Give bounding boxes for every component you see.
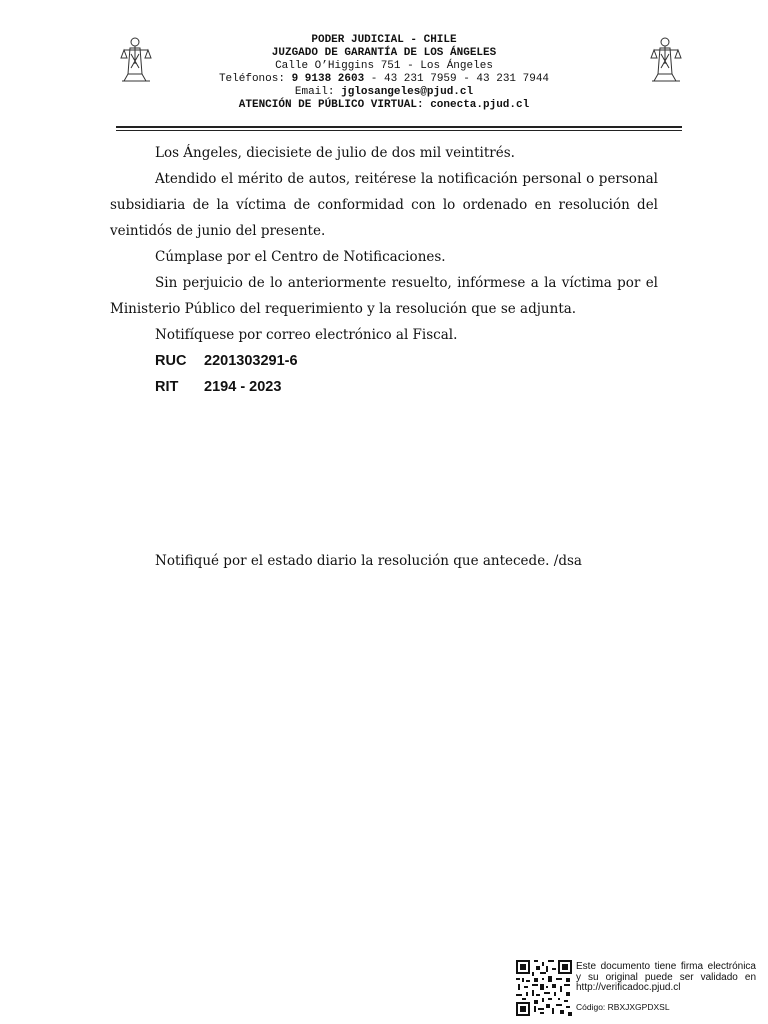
qr-code-icon[interactable] [516,960,572,1016]
verification-code: Código: RBXJXGPDXSL [576,1001,670,1012]
header-divider-thin [116,130,682,131]
rit-value: 2194 - 2023 [204,379,282,395]
resolution-body [110,140,658,400]
header-email [0,86,768,99]
paragraph-comply: Cúmplase por el Centro de Notificaciones. [155,249,446,265]
court-header [0,34,768,112]
rit-line [110,374,658,400]
header-court-name: JUZGADO DE GARANTÍA DE LOS ÁNGELES [271,47,497,59]
ruc-label: RUC [155,353,187,369]
header-institution: PODER JUDICIAL - CHILE [311,34,457,46]
header-address: Calle O’Higgins 751 - Los Ángeles [275,60,493,72]
ruc-line [110,348,658,374]
ruc-value: 2201303291-6 [204,353,298,369]
verification-text: Este documento tiene firma electrónica y su original puede ser validado en http://verificadoc.pjud.cl [576,961,756,993]
email-label: Email: [294,86,342,98]
header-virtual-attention: ATENCIÓN DE PÚBLICO VIRTUAL: conecta.pjud.cl [238,99,530,111]
phone-main: 9 9138 2603 [291,73,365,85]
header-phones [0,73,768,86]
paragraph-notify-fiscal: Notifíquese por correo electrónico al Fiscal. [155,327,458,343]
rit-label: RIT [155,379,179,395]
date-line: Los Ángeles, diecisiete de julio de dos mil veintitrés. [155,145,515,161]
phones-rest: - 43 231 7959 - 43 231 7944 [364,73,550,85]
email-value: jglosangeles@pjud.cl [341,86,474,98]
paragraph-reiterate-notification: Atendido el mérito de autos, reitérese la notificación personal o personal subsidiaria de la víctima de conformidad con lo ordenado en resolución del veintidós de junio del presente. [110,171,658,239]
signature-verification-note [576,962,756,1012]
notification-statement: Notifiqué por el estado diario la resolución que antecede. /dsa [155,553,582,569]
paragraph-inform-victim: Sin perjuicio de lo anteriormente resuelto, infórmese a la víctima por el Ministerio Público del requerimiento y la resolución que se adjunta. [110,275,658,317]
phones-label: Teléfonos: [218,73,292,85]
header-divider-thick [116,126,682,128]
